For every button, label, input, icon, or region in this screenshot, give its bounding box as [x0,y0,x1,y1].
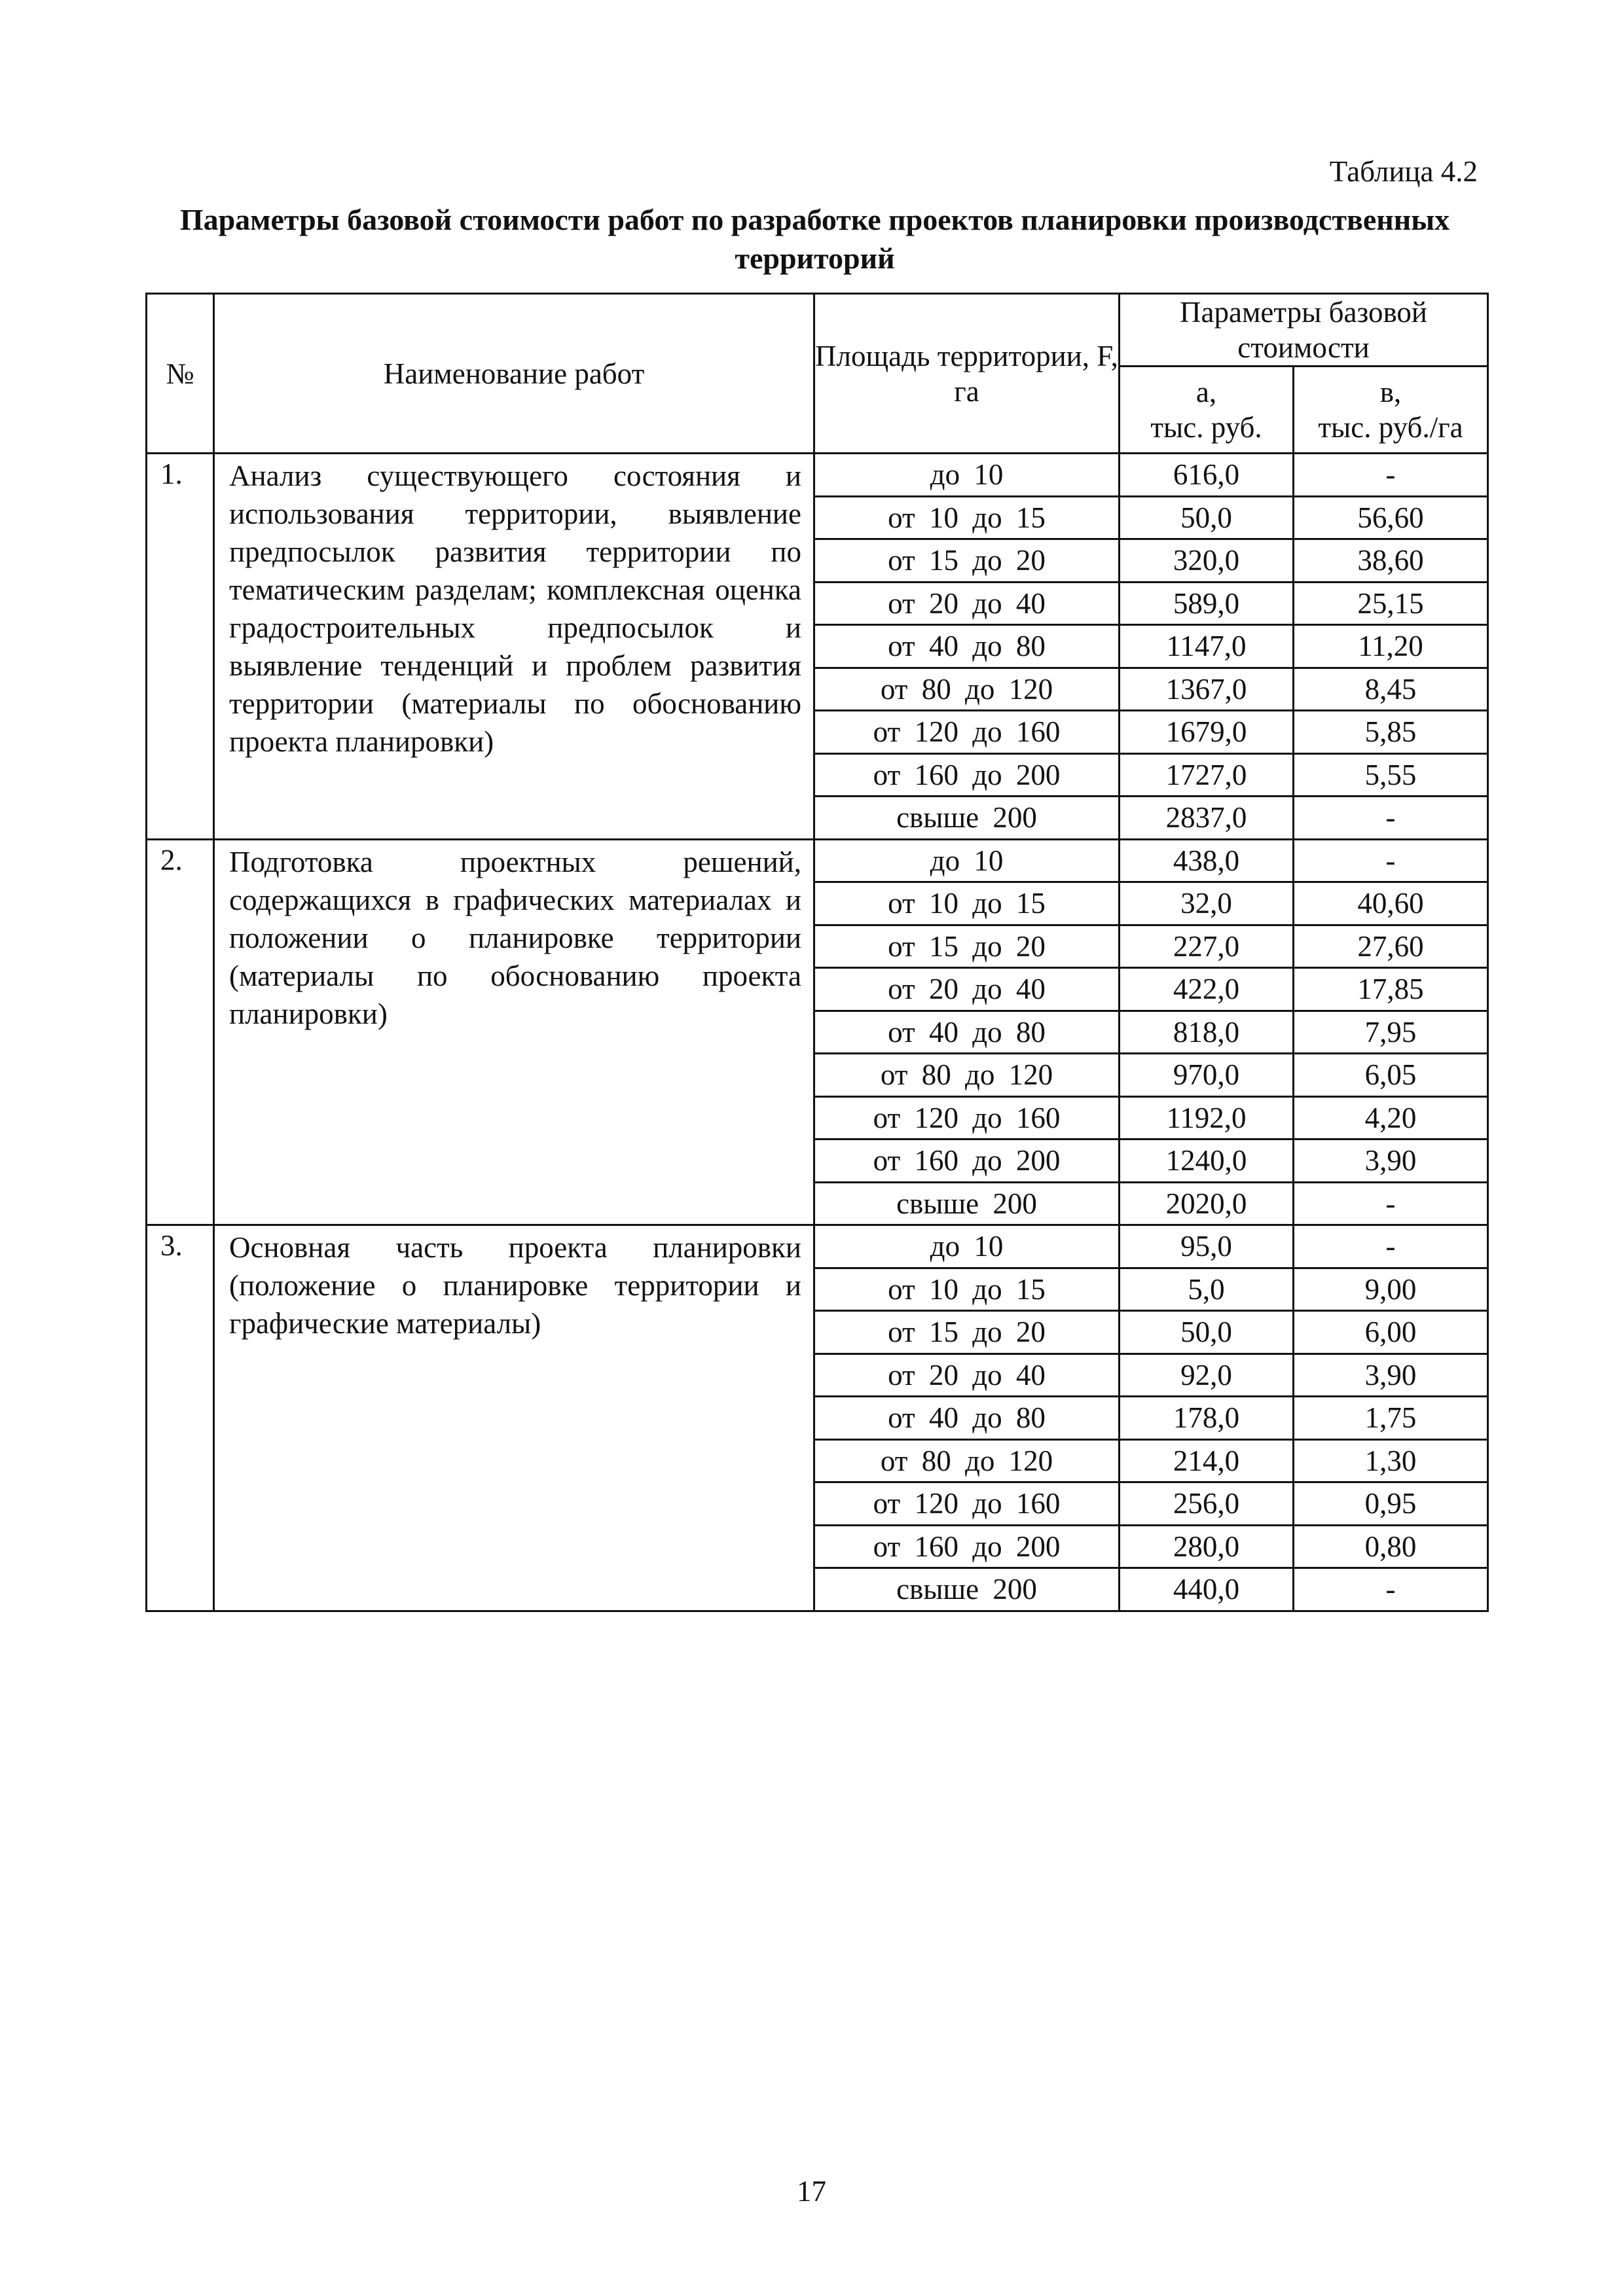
area-cell: от 160 до 200 [814,1525,1120,1568]
value-v-cell: 0,95 [1294,1482,1488,1526]
header-name: Наименование работ [214,294,814,454]
value-a-cell: 256,0 [1120,1482,1294,1526]
value-a-cell: 227,0 [1120,925,1294,968]
area-cell: от 120 до 160 [814,1096,1120,1139]
value-a-cell: 589,0 [1120,582,1294,625]
value-v-cell: 6,00 [1294,1311,1488,1354]
cost-parameters-table [145,293,1489,1612]
section-name: Анализ существующего состояния и использования территории, выявление предпосылок развития территории по тематическим разделам; комплексная оценка градостроительных предпосылок и выявление тенденций и проблем развития территории (материалы по обоснованию проекта планировки) [214,454,814,840]
area-cell: от 20 до 40 [814,968,1120,1011]
value-v-cell: 27,60 [1294,925,1488,968]
value-a-cell: 178,0 [1120,1397,1294,1440]
header-a-label: а, [1195,376,1217,408]
value-v-cell: - [1294,454,1488,497]
value-v-cell: 5,55 [1294,753,1488,797]
value-v-cell: - [1294,1225,1488,1268]
section-name: Подготовка проектных решений, содержащихся в графических материалах и положении о планировке территории (материалы по обоснованию проекта планировки) [214,839,814,1225]
section-number: 3. [147,1225,214,1611]
header-v-label: в, [1379,376,1402,408]
page-number: 17 [797,2175,826,2208]
table-body [147,454,1488,1611]
value-a-cell: 92,0 [1120,1354,1294,1397]
area-cell: от 40 до 80 [814,1011,1120,1054]
value-a-cell: 438,0 [1120,839,1294,882]
table-row [147,454,1488,497]
value-v-cell: 11,20 [1294,625,1488,668]
value-v-cell: 9,00 [1294,1268,1488,1311]
value-v-cell: 6,05 [1294,1054,1488,1097]
value-v-cell: 17,85 [1294,968,1488,1011]
value-a-cell: 320,0 [1120,539,1294,583]
area-cell: свыше 200 [814,1568,1120,1611]
area-cell: от 15 до 20 [814,1311,1120,1354]
header-num: № [147,294,214,454]
area-cell: от 120 до 160 [814,711,1120,754]
value-a-cell: 1192,0 [1120,1096,1294,1139]
value-v-cell: 56,60 [1294,496,1488,539]
area-cell: свыше 200 [814,797,1120,840]
value-v-cell: - [1294,1182,1488,1225]
value-v-cell: 25,15 [1294,582,1488,625]
header-area: Площадь территории, F, га [814,294,1120,454]
area-cell: от 20 до 40 [814,1354,1120,1397]
header-a-unit: тыс. руб. [1150,411,1262,444]
value-a-cell: 1147,0 [1120,625,1294,668]
value-v-cell: 3,90 [1294,1354,1488,1397]
value-v-cell: 40,60 [1294,882,1488,925]
value-a-cell: 5,0 [1120,1268,1294,1311]
area-cell: от 80 до 120 [814,1054,1120,1097]
value-v-cell: 3,90 [1294,1139,1488,1183]
area-cell: от 160 до 200 [814,753,1120,797]
area-cell: от 80 до 120 [814,668,1120,711]
value-a-cell: 50,0 [1120,496,1294,539]
area-cell: от 160 до 200 [814,1139,1120,1183]
value-a-cell: 1240,0 [1120,1139,1294,1183]
value-a-cell: 1679,0 [1120,711,1294,754]
value-v-cell: 1,75 [1294,1397,1488,1440]
value-a-cell: 422,0 [1120,968,1294,1011]
header-v-unit: тыс. руб./га [1318,411,1463,444]
area-cell: от 15 до 20 [814,539,1120,583]
section-number: 1. [147,454,214,840]
value-a-cell: 818,0 [1120,1011,1294,1054]
value-v-cell: 7,95 [1294,1011,1488,1054]
table-row [147,1225,1488,1268]
header-params: Параметры базовой стоимости [1120,294,1488,367]
area-cell: до 10 [814,1225,1120,1268]
section-number: 2. [147,839,214,1225]
value-a-cell: 970,0 [1120,1054,1294,1097]
area-cell: от 10 до 15 [814,1268,1120,1311]
area-cell: от 10 до 15 [814,496,1120,539]
area-cell: свыше 200 [814,1182,1120,1225]
value-a-cell: 214,0 [1120,1439,1294,1482]
value-a-cell: 95,0 [1120,1225,1294,1268]
value-v-cell: - [1294,797,1488,840]
table-row [147,839,1488,882]
area-cell: от 80 до 120 [814,1439,1120,1482]
value-a-cell: 50,0 [1120,1311,1294,1354]
value-v-cell: - [1294,839,1488,882]
area-cell: до 10 [814,839,1120,882]
value-v-cell: 4,20 [1294,1096,1488,1139]
value-v-cell: 38,60 [1294,539,1488,583]
table-title: Параметры базовой стоимости работ по разработке проектов планировки производственных территорий [179,203,1450,275]
value-v-cell: 8,45 [1294,668,1488,711]
area-cell: от 15 до 20 [814,925,1120,968]
value-v-cell: 5,85 [1294,711,1488,754]
table-label: Таблица 4.2 [1329,155,1478,188]
value-v-cell: 1,30 [1294,1439,1488,1482]
header-v [1294,367,1488,454]
value-v-cell: 0,80 [1294,1525,1488,1568]
area-cell: от 20 до 40 [814,582,1120,625]
area-cell: от 10 до 15 [814,882,1120,925]
section-name: Основная часть проекта планировки (положение о планировке территории и графические материалы) [214,1225,814,1611]
value-a-cell: 1727,0 [1120,753,1294,797]
area-cell: от 40 до 80 [814,625,1120,668]
area-cell: до 10 [814,454,1120,497]
value-a-cell: 2020,0 [1120,1182,1294,1225]
value-a-cell: 440,0 [1120,1568,1294,1611]
value-a-cell: 280,0 [1120,1525,1294,1568]
area-cell: от 120 до 160 [814,1482,1120,1526]
value-v-cell: - [1294,1568,1488,1611]
value-a-cell: 616,0 [1120,454,1294,497]
area-cell: от 40 до 80 [814,1397,1120,1440]
value-a-cell: 2837,0 [1120,797,1294,840]
value-a-cell: 32,0 [1120,882,1294,925]
header-a [1120,367,1294,454]
value-a-cell: 1367,0 [1120,668,1294,711]
